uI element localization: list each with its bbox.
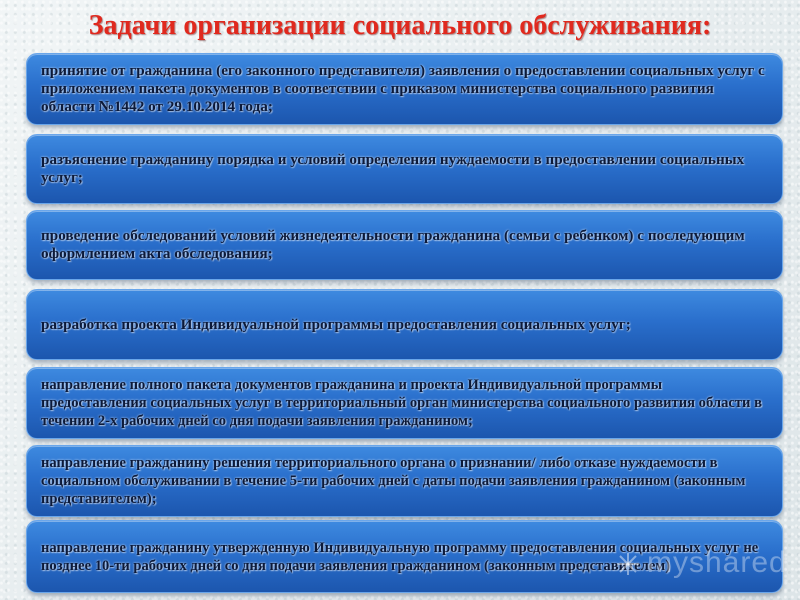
slide-title: Задачи организации социального обслуживания:	[88, 10, 712, 41]
task-text: направление полного пакета документов гражданина и проекта Индивидуальной программы предоставления социальных услуг в территориальный орган министерства социального развития области в течении 2-х рабочих дней со дня подачи заявления гражданином;	[41, 377, 762, 429]
task-text: разъяснение гражданину порядка и условий определения нуждаемости в предоставлении социальных услуг;	[41, 151, 745, 186]
task-item	[26, 367, 783, 439]
task-item	[26, 445, 783, 517]
task-item	[26, 289, 783, 360]
task-item	[26, 53, 783, 125]
task-text: направление гражданину решения территориального органа о признании/ либо отказе нуждаемости в социальном обслуживании в течение 5-ти рабочих дней с даты подачи заявления гражданином (законным представителем);	[41, 455, 746, 507]
task-text: принятие от гражданина (его законного представителя) заявления о предоставлении социальных услуг с приложением пакета документов в соответствии с приказом министерства социального развития области №1442 от 29.10.2014 года;	[41, 62, 765, 115]
task-text: разработка проекта Индивидуальной программы предоставления социальных услуг;	[41, 315, 631, 333]
task-text: направление гражданину утвержденную Индивидуальную программу предоставления социальных услуг не позднее 10-ти рабочих дней со дня подачи заявления гражданином (законным представителем)	[41, 539, 759, 574]
task-text: проведение обследований условий жизнедеятельности гражданина (семьи с ребенком) с последующим оформлением акта обследования;	[41, 227, 745, 262]
watermark-label: myshared	[647, 546, 787, 579]
task-item	[26, 520, 783, 593]
task-item	[26, 210, 783, 280]
task-item	[26, 134, 783, 204]
